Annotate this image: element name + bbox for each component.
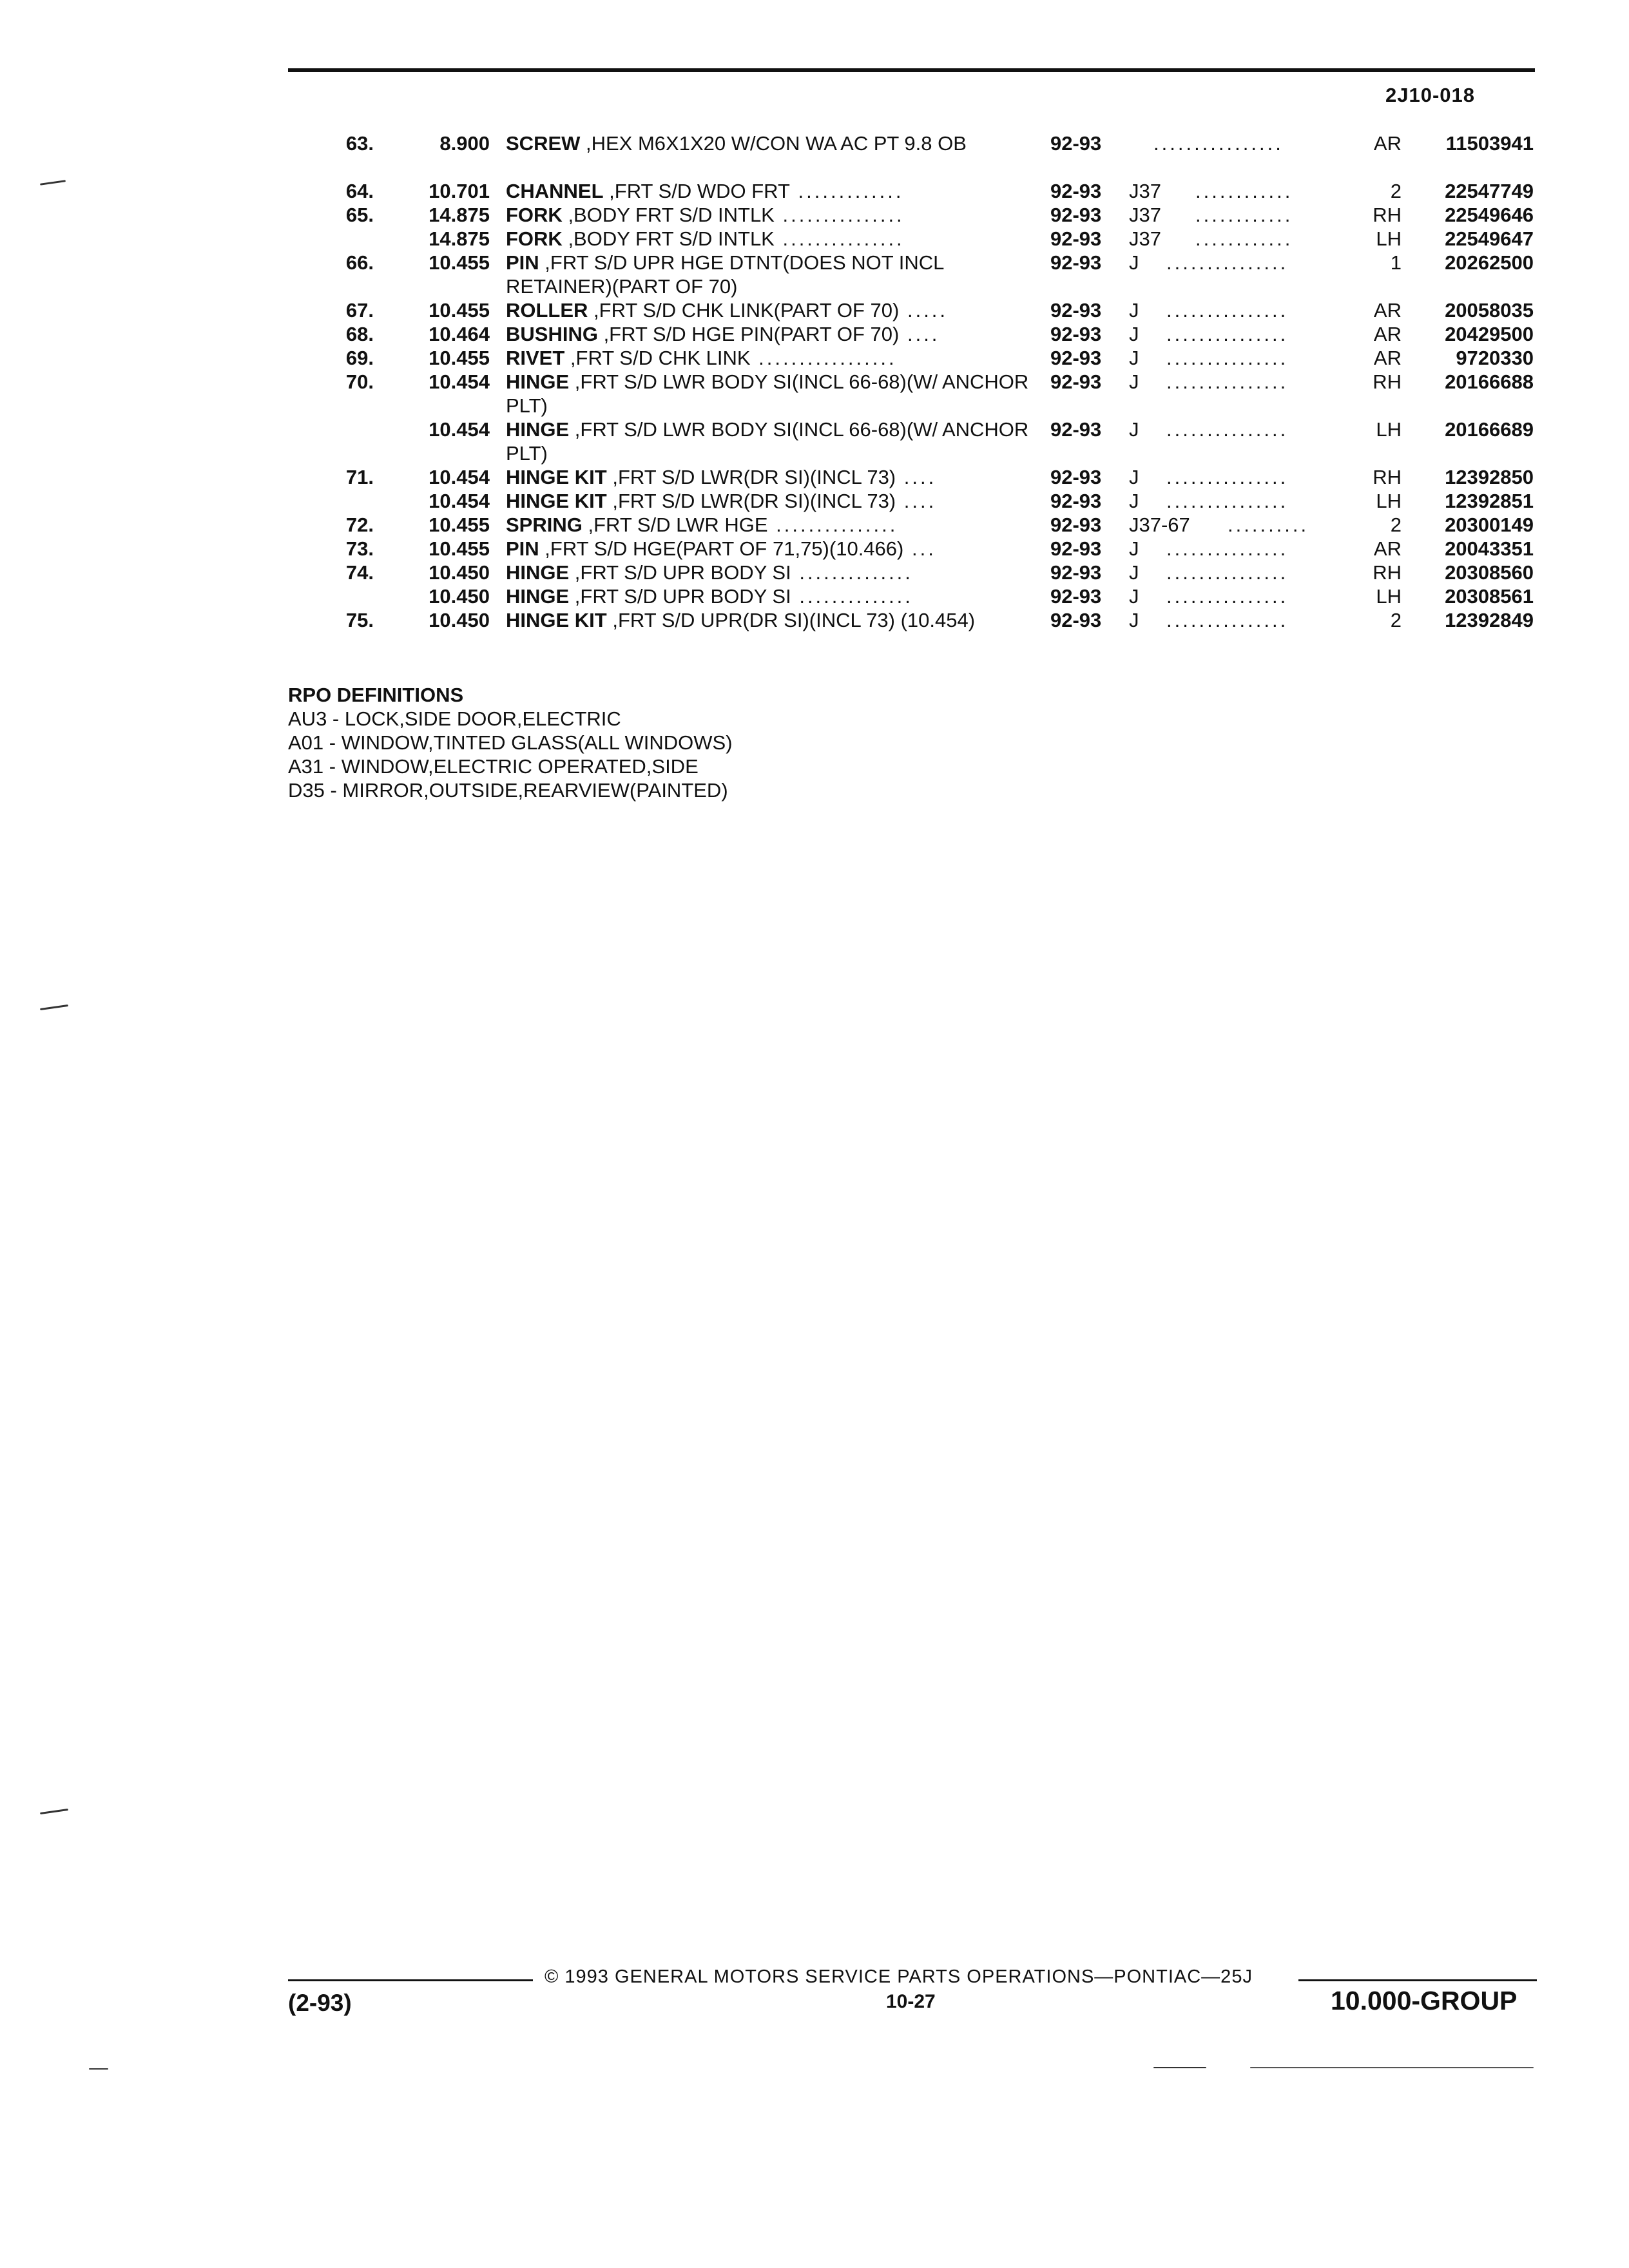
item-number: 68. [345, 323, 374, 345]
part-row [0, 489, 1629, 513]
leader-dots: ............... [1166, 418, 1289, 441]
model-years: 92-93 [1050, 514, 1102, 536]
quantity: AR [1373, 323, 1402, 345]
scan-mark [89, 2068, 108, 2070]
part-number: 20043351 [1445, 537, 1534, 560]
quantity: AR [1373, 132, 1402, 155]
group-number: 10.701 [429, 180, 490, 202]
leader-dots: ............... [1166, 490, 1289, 512]
leader-dots: .............. [791, 561, 913, 584]
part-description [506, 561, 1034, 584]
part-number: 22547749 [1445, 180, 1534, 202]
model-years: 92-93 [1050, 347, 1102, 369]
part-description [506, 251, 1034, 298]
footer-rule-left [288, 1979, 533, 1981]
punch-mark [40, 1004, 68, 1010]
leader-dots: ............... [1166, 561, 1289, 584]
rpo-code: J37 [1129, 227, 1161, 250]
rpo-code: J [1129, 370, 1139, 393]
part-name: CHANNEL [506, 180, 604, 202]
part-description [506, 489, 1034, 513]
leader-dots: ............. [789, 180, 904, 202]
leader-dots: .......... [1228, 514, 1309, 536]
rpo-item: A01 - WINDOW,TINTED GLASS(ALL WINDOWS) [288, 731, 733, 754]
scan-mark [1250, 2067, 1534, 2068]
part-name: SPRING [506, 514, 583, 536]
item-number: 66. [345, 251, 374, 274]
part-description [506, 298, 1034, 322]
part-row [0, 298, 1629, 322]
part-detail: ,FRT S/D UPR HGE DTNT(DOES NOT INCL RETAINER)(PART OF 70) [506, 251, 944, 298]
part-description [506, 608, 1034, 632]
quantity: LH [1376, 490, 1402, 512]
part-description [506, 322, 1034, 346]
part-detail: ,FRT S/D LWR BODY SI(INCL 66-68)(W/ ANCHOR PLT) [506, 370, 1029, 417]
model-years: 92-93 [1050, 561, 1102, 584]
group-number: 10.455 [429, 347, 490, 369]
leader-dots: .... [896, 490, 937, 512]
quantity: 2 [1390, 609, 1402, 631]
rpo-code: J [1129, 418, 1139, 441]
group-number: 14.875 [429, 204, 490, 226]
leader-dots: ............... [774, 227, 905, 250]
model-years: 92-93 [1050, 370, 1102, 393]
leader-dots: ............... [1166, 370, 1289, 393]
group-number: 14.875 [429, 227, 490, 250]
part-name: BUSHING [506, 323, 598, 345]
item-number: 73. [345, 537, 374, 560]
model-years: 92-93 [1050, 299, 1102, 322]
leader-dots: ............... [1166, 466, 1289, 488]
rpo-code: J [1129, 466, 1139, 488]
model-years: 92-93 [1050, 585, 1102, 608]
part-detail: ,FRT S/D LWR HGE [582, 514, 768, 536]
part-detail: ,FRT S/D UPR BODY SI [569, 561, 791, 584]
part-name: HINGE [506, 585, 570, 608]
part-row [0, 179, 1629, 203]
part-detail: ,FRT S/D LWR(DR SI)(INCL 73) [606, 466, 896, 488]
leader-dots: ............... [1166, 609, 1289, 631]
model-years: 92-93 [1050, 418, 1102, 441]
part-number: 9720330 [1456, 347, 1534, 369]
group-number: 10.455 [429, 537, 490, 560]
model-years: 92-93 [1050, 490, 1102, 512]
leader-dots: .... [896, 466, 937, 488]
part-row [0, 584, 1629, 608]
rpo-heading: RPO DEFINITIONS [288, 684, 464, 706]
part-number: 20058035 [1445, 299, 1534, 322]
group-number: 8.900 [439, 132, 490, 155]
part-name: FORK [506, 204, 563, 226]
part-detail: ,BODY FRT S/D INTLK [562, 227, 775, 250]
part-detail: ,FRT S/D CHK LINK [564, 347, 751, 369]
part-row [0, 513, 1629, 537]
rpo-code: J [1129, 299, 1139, 322]
part-row [0, 370, 1629, 418]
part-detail: ,FRT S/D WDO FRT [603, 180, 790, 202]
leader-dots: ............ [1195, 227, 1293, 250]
quantity: AR [1373, 347, 1402, 369]
part-description [506, 346, 1034, 370]
quantity: 1 [1390, 251, 1402, 274]
part-number: 20429500 [1445, 323, 1534, 345]
model-years: 92-93 [1050, 180, 1102, 202]
part-name: ROLLER [506, 299, 588, 322]
part-description [506, 418, 1034, 465]
quantity: AR [1373, 537, 1402, 560]
rpo-code: J [1129, 251, 1139, 274]
part-name: SCREW [506, 132, 581, 155]
page-code: 2J10-018 [1385, 84, 1476, 106]
quantity: 2 [1390, 180, 1402, 202]
rpo-item: AU3 - LOCK,SIDE DOOR,ELECTRIC [288, 707, 621, 730]
group-number: 10.454 [429, 490, 490, 512]
part-row [0, 203, 1629, 227]
part-row [0, 131, 1629, 179]
item-number: 64. [345, 180, 374, 202]
part-number: 12392850 [1445, 466, 1534, 488]
item-number: 71. [345, 466, 374, 488]
part-number: 12392849 [1445, 609, 1534, 631]
part-number: 20166689 [1445, 418, 1534, 441]
leader-dots: ............... [1166, 251, 1289, 274]
part-description [506, 370, 1034, 418]
copyright-notice: © 1993 GENERAL MOTORS SERVICE PARTS OPERATIONS—PONTIAC—25J [545, 1966, 1253, 1987]
part-name: HINGE [506, 418, 570, 441]
scan-mark [1153, 2067, 1206, 2068]
leader-dots: ............... [1166, 537, 1289, 560]
part-row [0, 227, 1629, 251]
rpo-item: A31 - WINDOW,ELECTRIC OPERATED,SIDE [288, 755, 699, 778]
leader-dots: ............... [767, 514, 898, 536]
item-number: 65. [345, 204, 374, 226]
part-description [506, 203, 1034, 227]
part-row [0, 251, 1629, 298]
part-description [506, 131, 1034, 155]
leader-dots: ............... [1166, 347, 1289, 369]
part-detail: ,FRT S/D HGE PIN(PART OF 70) [597, 323, 900, 345]
part-number: 20300149 [1445, 514, 1534, 536]
rpo-definitions [288, 683, 733, 802]
group-number: 10.454 [429, 370, 490, 393]
rpo-code: J [1129, 609, 1139, 631]
part-name: HINGE KIT [506, 490, 607, 512]
leader-dots: ................ [1153, 132, 1284, 155]
part-detail: ,FRT S/D LWR(DR SI)(INCL 73) [606, 490, 896, 512]
part-description [506, 584, 1034, 608]
leader-dots: ............ [1195, 180, 1293, 202]
rpo-code: J37 [1129, 204, 1161, 226]
part-detail: ,FRT S/D HGE(PART OF 71,75)(10.466) [539, 537, 904, 560]
top-rule [288, 68, 1535, 72]
quantity: 2 [1390, 514, 1402, 536]
part-detail: ,FRT S/D CHK LINK(PART OF 70) [588, 299, 900, 322]
part-number: 11503941 [1445, 132, 1534, 155]
leader-dots: ............... [1166, 299, 1289, 322]
group-number: 10.455 [429, 299, 490, 322]
model-years: 92-93 [1050, 466, 1102, 488]
part-description [506, 513, 1034, 537]
part-row [0, 322, 1629, 346]
quantity: LH [1376, 585, 1402, 608]
group-number: 10.454 [429, 466, 490, 488]
part-name: HINGE KIT [506, 609, 607, 631]
part-number: 20262500 [1445, 251, 1534, 274]
part-row [0, 346, 1629, 370]
date-code: (2-93) [288, 1990, 352, 2016]
part-number: 20308560 [1445, 561, 1534, 584]
part-description [506, 227, 1034, 251]
part-number: 22549647 [1445, 227, 1534, 250]
leader-dots: ............... [774, 204, 905, 226]
rpo-code: J [1129, 585, 1139, 608]
item-number: 70. [345, 370, 374, 393]
part-description [506, 179, 1034, 203]
rpo-item: D35 - MIRROR,OUTSIDE,REARVIEW(PAINTED) [288, 779, 728, 802]
part-row [0, 537, 1629, 561]
item-number: 67. [345, 299, 374, 322]
punch-mark [40, 1809, 68, 1814]
part-name: HINGE KIT [506, 466, 607, 488]
leader-dots: ................. [750, 347, 897, 369]
part-name: PIN [506, 537, 539, 560]
item-number: 74. [345, 561, 374, 584]
rpo-code: J [1129, 323, 1139, 345]
rpo-code: J [1129, 561, 1139, 584]
model-years: 92-93 [1050, 227, 1102, 250]
leader-dots: ............ [1195, 204, 1293, 226]
part-name: RIVET [506, 347, 565, 369]
part-name: HINGE [506, 561, 570, 584]
item-number: 69. [345, 347, 374, 369]
leader-dots: ... [903, 537, 936, 560]
part-description [506, 537, 1034, 561]
part-name: PIN [506, 251, 539, 274]
part-detail: ,BODY FRT S/D INTLK [562, 204, 775, 226]
quantity: RH [1373, 204, 1402, 226]
rpo-code: J37 [1129, 180, 1161, 202]
model-years: 92-93 [1050, 609, 1102, 631]
quantity: RH [1373, 466, 1402, 488]
part-row [0, 465, 1629, 489]
group-label: 10.000-GROUP [1331, 1986, 1518, 2015]
group-number: 10.450 [429, 561, 490, 584]
part-number: 20166688 [1445, 370, 1534, 393]
model-years: 92-93 [1050, 132, 1102, 155]
part-detail: ,FRT S/D UPR(DR SI)(INCL 73) (10.454) [606, 609, 976, 631]
item-number: 63. [345, 132, 374, 155]
quantity: AR [1373, 299, 1402, 322]
rpo-code: J37-67 [1129, 514, 1190, 536]
group-number: 10.455 [429, 251, 490, 274]
part-row [0, 608, 1629, 656]
page-number: 10-27 [886, 1991, 936, 2012]
part-row [0, 418, 1629, 465]
group-number: 10.455 [429, 514, 490, 536]
model-years: 92-93 [1050, 537, 1102, 560]
part-description [506, 465, 1034, 489]
rpo-code: J [1129, 347, 1139, 369]
part-detail: ,FRT S/D LWR BODY SI(INCL 66-68)(W/ ANCHOR PLT) [506, 418, 1029, 465]
leader-dots: .... [899, 323, 940, 345]
part-name: HINGE [506, 370, 570, 393]
part-row [0, 561, 1629, 584]
leader-dots: ............... [1166, 585, 1289, 608]
footer-rule-right [1298, 1979, 1537, 1981]
group-number: 10.450 [429, 609, 490, 631]
part-name: FORK [506, 227, 563, 250]
quantity: RH [1373, 561, 1402, 584]
item-number: 75. [345, 609, 374, 631]
rpo-code: J [1129, 490, 1139, 512]
leader-dots: ............... [1166, 323, 1289, 345]
parts-list [0, 131, 1629, 656]
leader-dots: ..... [899, 299, 949, 322]
leader-dots: .............. [791, 585, 913, 608]
part-detail: ,HEX M6X1X20 W/CON WA AC PT 9.8 OB [580, 132, 967, 155]
quantity: LH [1376, 227, 1402, 250]
group-number: 10.464 [429, 323, 490, 345]
item-number: 72. [345, 514, 374, 536]
rpo-code: J [1129, 537, 1139, 560]
part-number: 20308561 [1445, 585, 1534, 608]
group-number: 10.450 [429, 585, 490, 608]
group-number: 10.454 [429, 418, 490, 441]
model-years: 92-93 [1050, 323, 1102, 345]
model-years: 92-93 [1050, 251, 1102, 274]
model-years: 92-93 [1050, 204, 1102, 226]
part-detail: ,FRT S/D UPR BODY SI [569, 585, 791, 608]
part-number: 12392851 [1445, 490, 1534, 512]
part-number: 22549646 [1445, 204, 1534, 226]
quantity: LH [1376, 418, 1402, 441]
quantity: RH [1373, 370, 1402, 393]
